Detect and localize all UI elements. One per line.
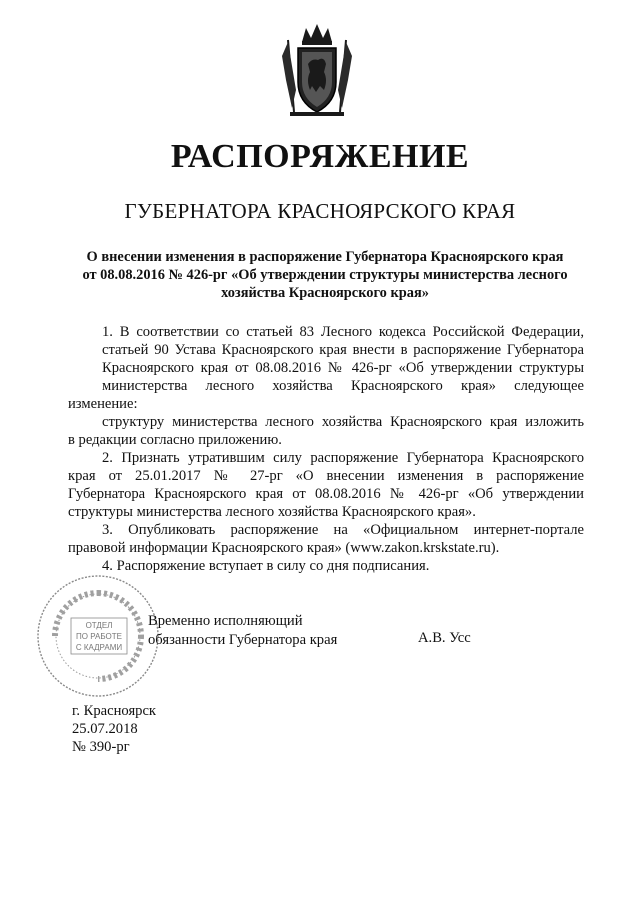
signatory-name: А.В. Усс <box>418 630 471 646</box>
paragraph-3 <box>68 521 584 539</box>
heading-line: О внесении изменения в распоряжение Губернатора Красноярского края <box>86 249 564 265</box>
stamp-line: ПО РАБОТЕ <box>76 632 122 641</box>
body-line: правовой информации Красноярского края» (www.zakon.krskstate.ru). <box>68 540 500 556</box>
paragraph-1-continuation <box>68 413 584 431</box>
paragraph-3-rest <box>68 539 584 557</box>
issuer-subtitle: ГУБЕРНАТОРА КРАСНОЯРСКОГО КРАЯ <box>124 199 516 223</box>
heading-line: от 08.08.2016 № 426-рг «Об утверждении структуры министерства лесного <box>82 267 568 283</box>
body-line: структуры министерства лесного хозяйства Красноярского края». <box>68 504 476 520</box>
stamp-line: С КАДРАМИ <box>75 643 123 652</box>
krasnoyarsk-coat-of-arms-icon <box>280 20 354 120</box>
heading-line: хозяйства Красноярского края» <box>221 285 429 301</box>
paragraph-1-end <box>68 431 584 449</box>
body-line: Губернатора Красноярского края от 08.08.2016 № 426-рг «Об утверждении <box>68 486 584 502</box>
body-line: 4. Распоряжение вступает в силу со дня подписания. <box>102 558 430 574</box>
issue-date: 25.07.2018 <box>72 721 138 737</box>
signatory-role-line: обязанности Губернатора края <box>148 632 338 648</box>
stamp-line: ОТДЕЛ <box>85 621 113 630</box>
paragraph-2 <box>68 449 584 467</box>
body-line: структуру министерства лесного хозяйства Красноярского края изложить <box>102 414 584 430</box>
body-line: Красноярского края от 08.08.2016 № 426-рг «Об утверждении структуры <box>102 360 584 376</box>
document-title: РАСПОРЯЖЕНИЕ <box>170 138 470 175</box>
body-line: министерства лесного хозяйства Красноярского края» следующее изменение: <box>68 378 584 412</box>
body-line: 3. Опубликовать распоряжение на «Официальном интернет-портале <box>102 522 584 538</box>
paragraph-1 <box>68 323 584 413</box>
document-heading <box>60 248 590 302</box>
round-seal-stamp-icon <box>35 573 161 699</box>
document-footer <box>72 702 156 756</box>
issue-city: г. Красноярск <box>72 703 157 719</box>
body-line: в редакции согласно приложению. <box>68 432 282 448</box>
document-body <box>68 323 584 575</box>
paragraph-2-rest <box>68 467 584 521</box>
body-line: 2. Признать утратившим силу распоряжение Губернатора Красноярского <box>102 450 584 466</box>
body-line: 1. В соответствии со статьей 83 Лесного кодекса Российской Федерации, <box>102 324 584 340</box>
body-line: статьей 90 Устава Красноярского края внести в распоряжение Губернатора <box>102 342 584 358</box>
signatory-position <box>148 612 337 650</box>
body-line: края от 25.01.2017 № 27-рг «О внесении изменения в распоряжение <box>68 468 584 484</box>
document-number: № 390-рг <box>72 739 130 755</box>
signatory-role-line: Временно исполняющий <box>148 613 303 629</box>
